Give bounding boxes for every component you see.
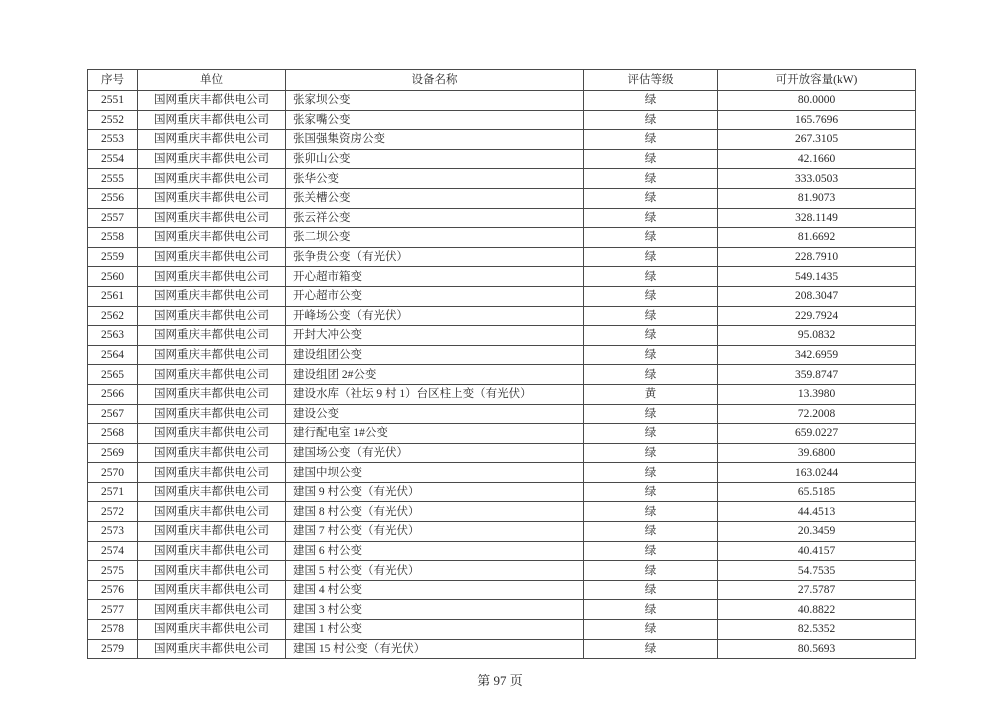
cell-index: 2552 xyxy=(88,110,138,130)
table-row xyxy=(88,188,916,208)
cell-unit: 国网重庆丰都供电公司 xyxy=(138,110,286,130)
cell-device: 建设组团公变 xyxy=(286,345,584,365)
cell-capacity: 44.4513 xyxy=(718,502,916,522)
table-body xyxy=(88,91,916,659)
cell-unit: 国网重庆丰都供电公司 xyxy=(138,600,286,620)
table-row xyxy=(88,384,916,404)
cell-device: 张家坝公变 xyxy=(286,91,584,111)
cell-device: 建国 9 村公变（有光伏） xyxy=(286,482,584,502)
cell-capacity: 328.1149 xyxy=(718,208,916,228)
cell-index: 2563 xyxy=(88,326,138,346)
capacity-table xyxy=(87,69,916,659)
cell-device: 建国 3 村公变 xyxy=(286,600,584,620)
cell-device: 建国场公变（有光伏） xyxy=(286,443,584,463)
table-row xyxy=(88,541,916,561)
cell-unit: 国网重庆丰都供电公司 xyxy=(138,580,286,600)
cell-grade: 绿 xyxy=(584,424,718,444)
cell-device: 张争贵公变（有光伏） xyxy=(286,247,584,267)
cell-capacity: 267.3105 xyxy=(718,130,916,150)
cell-index: 2568 xyxy=(88,424,138,444)
cell-grade: 绿 xyxy=(584,580,718,600)
cell-grade: 绿 xyxy=(584,502,718,522)
cell-index: 2554 xyxy=(88,149,138,169)
cell-index: 2576 xyxy=(88,580,138,600)
cell-index: 2555 xyxy=(88,169,138,189)
cell-capacity: 333.0503 xyxy=(718,169,916,189)
cell-grade: 黄 xyxy=(584,384,718,404)
cell-device: 开峰场公变（有光伏） xyxy=(286,306,584,326)
table-row xyxy=(88,247,916,267)
cell-unit: 国网重庆丰都供电公司 xyxy=(138,463,286,483)
cell-device: 建设公变 xyxy=(286,404,584,424)
col-header-unit: 单位 xyxy=(138,70,286,91)
cell-index: 2559 xyxy=(88,247,138,267)
cell-index: 2571 xyxy=(88,482,138,502)
cell-device: 开封大冲公变 xyxy=(286,326,584,346)
cell-grade: 绿 xyxy=(584,188,718,208)
cell-grade: 绿 xyxy=(584,404,718,424)
cell-device: 开心超市箱变 xyxy=(286,267,584,287)
cell-unit: 国网重庆丰都供电公司 xyxy=(138,306,286,326)
cell-index: 2560 xyxy=(88,267,138,287)
table-row xyxy=(88,580,916,600)
cell-index: 2575 xyxy=(88,561,138,581)
cell-capacity: 72.2008 xyxy=(718,404,916,424)
cell-grade: 绿 xyxy=(584,522,718,542)
cell-grade: 绿 xyxy=(584,169,718,189)
cell-grade: 绿 xyxy=(584,639,718,659)
cell-device: 建国 4 村公变 xyxy=(286,580,584,600)
table-row xyxy=(88,365,916,385)
cell-unit: 国网重庆丰都供电公司 xyxy=(138,502,286,522)
cell-device: 建国 7 村公变（有光伏） xyxy=(286,522,584,542)
cell-index: 2573 xyxy=(88,522,138,542)
cell-capacity: 20.3459 xyxy=(718,522,916,542)
table-row xyxy=(88,404,916,424)
cell-unit: 国网重庆丰都供电公司 xyxy=(138,267,286,287)
cell-capacity: 359.8747 xyxy=(718,365,916,385)
table-row xyxy=(88,228,916,248)
cell-index: 2570 xyxy=(88,463,138,483)
cell-unit: 国网重庆丰都供电公司 xyxy=(138,149,286,169)
cell-grade: 绿 xyxy=(584,228,718,248)
table-row xyxy=(88,600,916,620)
cell-unit: 国网重庆丰都供电公司 xyxy=(138,345,286,365)
cell-index: 2566 xyxy=(88,384,138,404)
cell-grade: 绿 xyxy=(584,443,718,463)
cell-capacity: 165.7696 xyxy=(718,110,916,130)
table-row xyxy=(88,267,916,287)
cell-capacity: 54.7535 xyxy=(718,561,916,581)
cell-index: 2557 xyxy=(88,208,138,228)
cell-unit: 国网重庆丰都供电公司 xyxy=(138,286,286,306)
cell-grade: 绿 xyxy=(584,561,718,581)
cell-unit: 国网重庆丰都供电公司 xyxy=(138,443,286,463)
cell-grade: 绿 xyxy=(584,463,718,483)
cell-grade: 绿 xyxy=(584,306,718,326)
cell-grade: 绿 xyxy=(584,620,718,640)
cell-capacity: 80.0000 xyxy=(718,91,916,111)
cell-capacity: 163.0244 xyxy=(718,463,916,483)
cell-device: 张二坝公变 xyxy=(286,228,584,248)
col-header-index: 序号 xyxy=(88,70,138,91)
table-row xyxy=(88,91,916,111)
cell-capacity: 80.5693 xyxy=(718,639,916,659)
cell-capacity: 65.5185 xyxy=(718,482,916,502)
cell-unit: 国网重庆丰都供电公司 xyxy=(138,424,286,444)
table-row xyxy=(88,149,916,169)
cell-grade: 绿 xyxy=(584,91,718,111)
cell-unit: 国网重庆丰都供电公司 xyxy=(138,365,286,385)
cell-capacity: 40.8822 xyxy=(718,600,916,620)
cell-index: 2553 xyxy=(88,130,138,150)
table-row xyxy=(88,169,916,189)
page-number: 第 97 页 xyxy=(477,673,523,688)
cell-index: 2577 xyxy=(88,600,138,620)
cell-capacity: 342.6959 xyxy=(718,345,916,365)
cell-capacity: 39.6800 xyxy=(718,443,916,463)
cell-grade: 绿 xyxy=(584,247,718,267)
cell-device: 建设组团 2#公变 xyxy=(286,365,584,385)
table-row xyxy=(88,208,916,228)
cell-device: 张云祥公变 xyxy=(286,208,584,228)
cell-grade: 绿 xyxy=(584,110,718,130)
cell-index: 2574 xyxy=(88,541,138,561)
table-row xyxy=(88,522,916,542)
cell-capacity: 228.7910 xyxy=(718,247,916,267)
table-row xyxy=(88,502,916,522)
table-header-row xyxy=(88,70,916,91)
table-row xyxy=(88,482,916,502)
cell-device: 建国 1 村公变 xyxy=(286,620,584,640)
cell-device: 张关槽公变 xyxy=(286,188,584,208)
cell-unit: 国网重庆丰都供电公司 xyxy=(138,561,286,581)
cell-index: 2564 xyxy=(88,345,138,365)
cell-device: 张华公变 xyxy=(286,169,584,189)
cell-capacity: 229.7924 xyxy=(718,306,916,326)
table-row xyxy=(88,463,916,483)
cell-index: 2569 xyxy=(88,443,138,463)
table-row xyxy=(88,424,916,444)
cell-index: 2572 xyxy=(88,502,138,522)
cell-unit: 国网重庆丰都供电公司 xyxy=(138,208,286,228)
cell-device: 张家嘴公变 xyxy=(286,110,584,130)
cell-device: 建国 5 村公变（有光伏） xyxy=(286,561,584,581)
cell-unit: 国网重庆丰都供电公司 xyxy=(138,482,286,502)
cell-device: 建设水库（社坛 9 村 1）台区柱上变（有光伏） xyxy=(286,384,584,404)
cell-device: 建国 15 村公变（有光伏） xyxy=(286,639,584,659)
cell-index: 2565 xyxy=(88,365,138,385)
cell-index: 2567 xyxy=(88,404,138,424)
cell-device: 建行配电室 1#公变 xyxy=(286,424,584,444)
cell-capacity: 42.1660 xyxy=(718,149,916,169)
cell-device: 开心超市公变 xyxy=(286,286,584,306)
table-row xyxy=(88,443,916,463)
table-row xyxy=(88,130,916,150)
cell-unit: 国网重庆丰都供电公司 xyxy=(138,384,286,404)
cell-grade: 绿 xyxy=(584,286,718,306)
cell-unit: 国网重庆丰都供电公司 xyxy=(138,169,286,189)
cell-grade: 绿 xyxy=(584,267,718,287)
cell-capacity: 659.0227 xyxy=(718,424,916,444)
cell-unit: 国网重庆丰都供电公司 xyxy=(138,522,286,542)
cell-index: 2562 xyxy=(88,306,138,326)
cell-grade: 绿 xyxy=(584,365,718,385)
cell-grade: 绿 xyxy=(584,326,718,346)
cell-unit: 国网重庆丰都供电公司 xyxy=(138,326,286,346)
cell-index: 2561 xyxy=(88,286,138,306)
table-row xyxy=(88,639,916,659)
cell-capacity: 549.1435 xyxy=(718,267,916,287)
cell-unit: 国网重庆丰都供电公司 xyxy=(138,620,286,640)
table-row xyxy=(88,286,916,306)
cell-capacity: 40.4157 xyxy=(718,541,916,561)
cell-unit: 国网重庆丰都供电公司 xyxy=(138,91,286,111)
cell-grade: 绿 xyxy=(584,345,718,365)
cell-capacity: 13.3980 xyxy=(718,384,916,404)
cell-capacity: 82.5352 xyxy=(718,620,916,640)
cell-device: 建国 6 村公变 xyxy=(286,541,584,561)
cell-index: 2556 xyxy=(88,188,138,208)
table-row xyxy=(88,326,916,346)
cell-grade: 绿 xyxy=(584,482,718,502)
cell-capacity: 81.6692 xyxy=(718,228,916,248)
cell-unit: 国网重庆丰都供电公司 xyxy=(138,188,286,208)
cell-device: 张卯山公变 xyxy=(286,149,584,169)
table-row xyxy=(88,345,916,365)
cell-grade: 绿 xyxy=(584,541,718,561)
table-row xyxy=(88,561,916,581)
col-header-device: 设备名称 xyxy=(286,70,584,91)
cell-capacity: 81.9073 xyxy=(718,188,916,208)
cell-unit: 国网重庆丰都供电公司 xyxy=(138,639,286,659)
cell-capacity: 208.3047 xyxy=(718,286,916,306)
cell-index: 2558 xyxy=(88,228,138,248)
cell-grade: 绿 xyxy=(584,600,718,620)
cell-index: 2551 xyxy=(88,91,138,111)
cell-capacity: 95.0832 xyxy=(718,326,916,346)
cell-unit: 国网重庆丰都供电公司 xyxy=(138,541,286,561)
cell-unit: 国网重庆丰都供电公司 xyxy=(138,247,286,267)
cell-grade: 绿 xyxy=(584,130,718,150)
col-header-grade: 评估等级 xyxy=(584,70,718,91)
cell-device: 张国强集资房公变 xyxy=(286,130,584,150)
cell-unit: 国网重庆丰都供电公司 xyxy=(138,130,286,150)
table-row xyxy=(88,620,916,640)
cell-unit: 国网重庆丰都供电公司 xyxy=(138,404,286,424)
cell-grade: 绿 xyxy=(584,149,718,169)
cell-unit: 国网重庆丰都供电公司 xyxy=(138,228,286,248)
table-row xyxy=(88,306,916,326)
cell-device: 建国 8 村公变（有光伏） xyxy=(286,502,584,522)
cell-device: 建国中坝公变 xyxy=(286,463,584,483)
cell-index: 2579 xyxy=(88,639,138,659)
table-row xyxy=(88,110,916,130)
cell-index: 2578 xyxy=(88,620,138,640)
col-header-capacity: 可开放容量(kW) xyxy=(718,70,916,91)
cell-capacity: 27.5787 xyxy=(718,580,916,600)
cell-grade: 绿 xyxy=(584,208,718,228)
